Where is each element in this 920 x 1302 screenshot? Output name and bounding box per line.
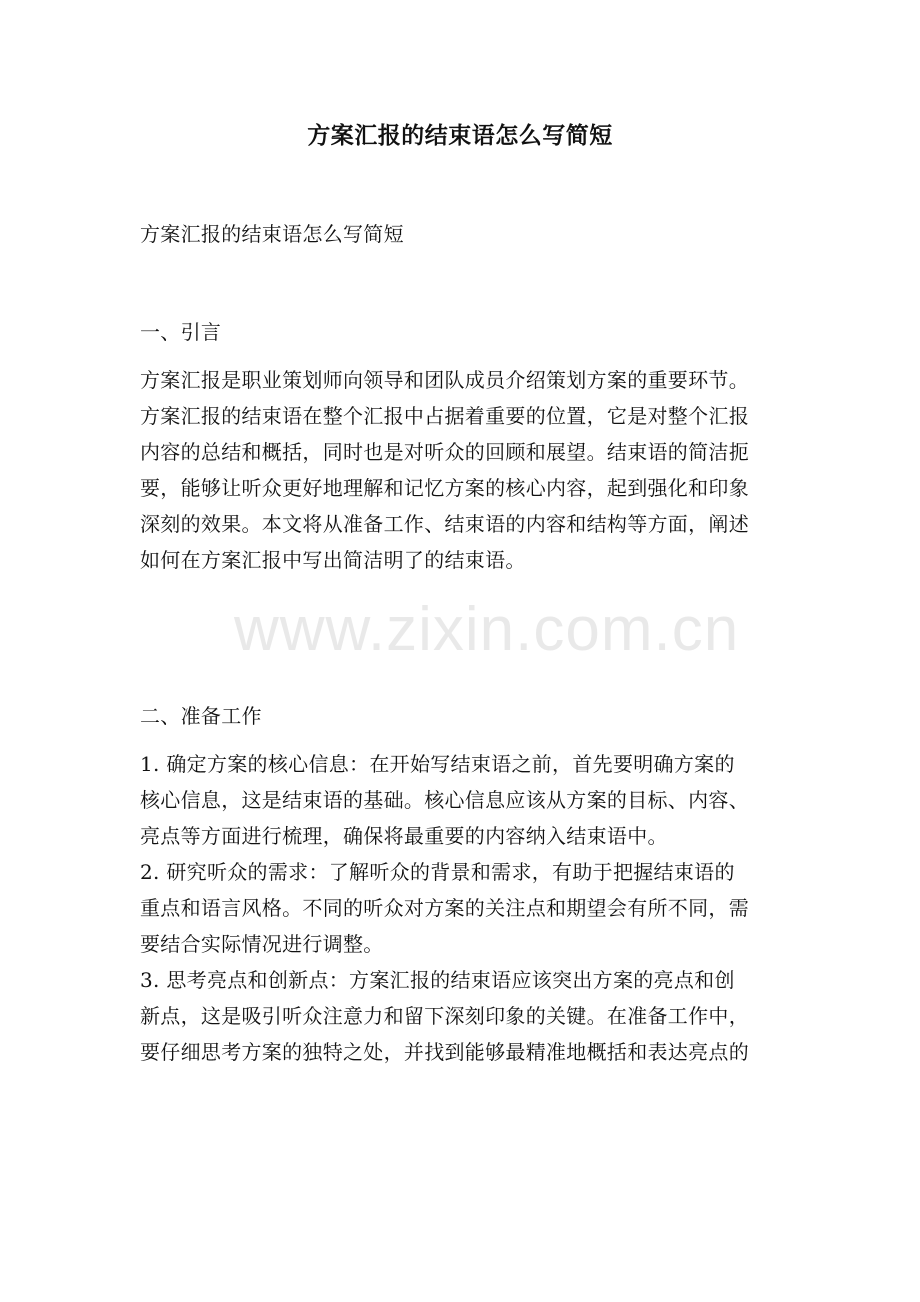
document-subtitle: 方案汇报的结束语怎么写简短 [140,222,404,246]
list-item-line: 亮点等方面进行梳理，确保将最重要的内容纳入结束语中。 [140,824,668,848]
paragraph-line: 方案汇报的结束语在整个汇报中占据着重要的位置，它是对整个汇报 [140,404,749,428]
paragraph-line: 内容的总结和概括，同时也是对听众的回顾和展望。结束语的简洁扼 [140,440,749,464]
section-heading-preparation: 二、准备工作 [140,704,262,728]
preparation-list [140,746,790,1070]
list-item-line: 核心信息，这是结束语的基础。核心信息应该从方案的目标、内容、 [140,788,749,812]
paragraph-line: 如何在方案汇报中写出简洁明了的结束语。 [140,548,526,572]
list-item-line: 3. 思考亮点和创新点：方案汇报的结束语应该突出方案的亮点和创 [140,968,735,992]
paragraph-line: 深刻的效果。本文将从准备工作、结束语的内容和结构等方面，阐述 [140,512,749,536]
paragraph-line: 方案汇报是职业策划师向领导和团队成员介绍策划方案的重要环节。 [140,368,749,392]
list-item-line: 新点，这是吸引听众注意力和留下深刻印象的关键。在准备工作中， [140,1004,749,1028]
paragraph-line: 要，能够让听众更好地理解和记忆方案的核心内容，起到强化和印象 [140,476,749,500]
list-item-line: 重点和语言风格。不同的听众对方案的关注点和期望会有所不同，需 [140,896,749,920]
introduction-paragraph [140,362,790,578]
list-item-line: 2. 研究听众的需求：了解听众的背景和需求，有助于把握结束语的 [140,860,735,884]
watermark-text: www.zixin.com.cn [234,595,740,664]
list-item-line: 1. 确定方案的核心信息：在开始写结束语之前，首先要明确方案的 [140,752,735,776]
section-heading-introduction: 一、引言 [140,320,222,344]
list-item-line: 要仔细思考方案的独特之处，并找到能够最精准地概括和表达亮点的 [140,1040,749,1064]
list-item-line: 要结合实际情况进行调整。 [140,932,384,956]
document-title: 方案汇报的结束语怎么写简短 [307,122,613,149]
